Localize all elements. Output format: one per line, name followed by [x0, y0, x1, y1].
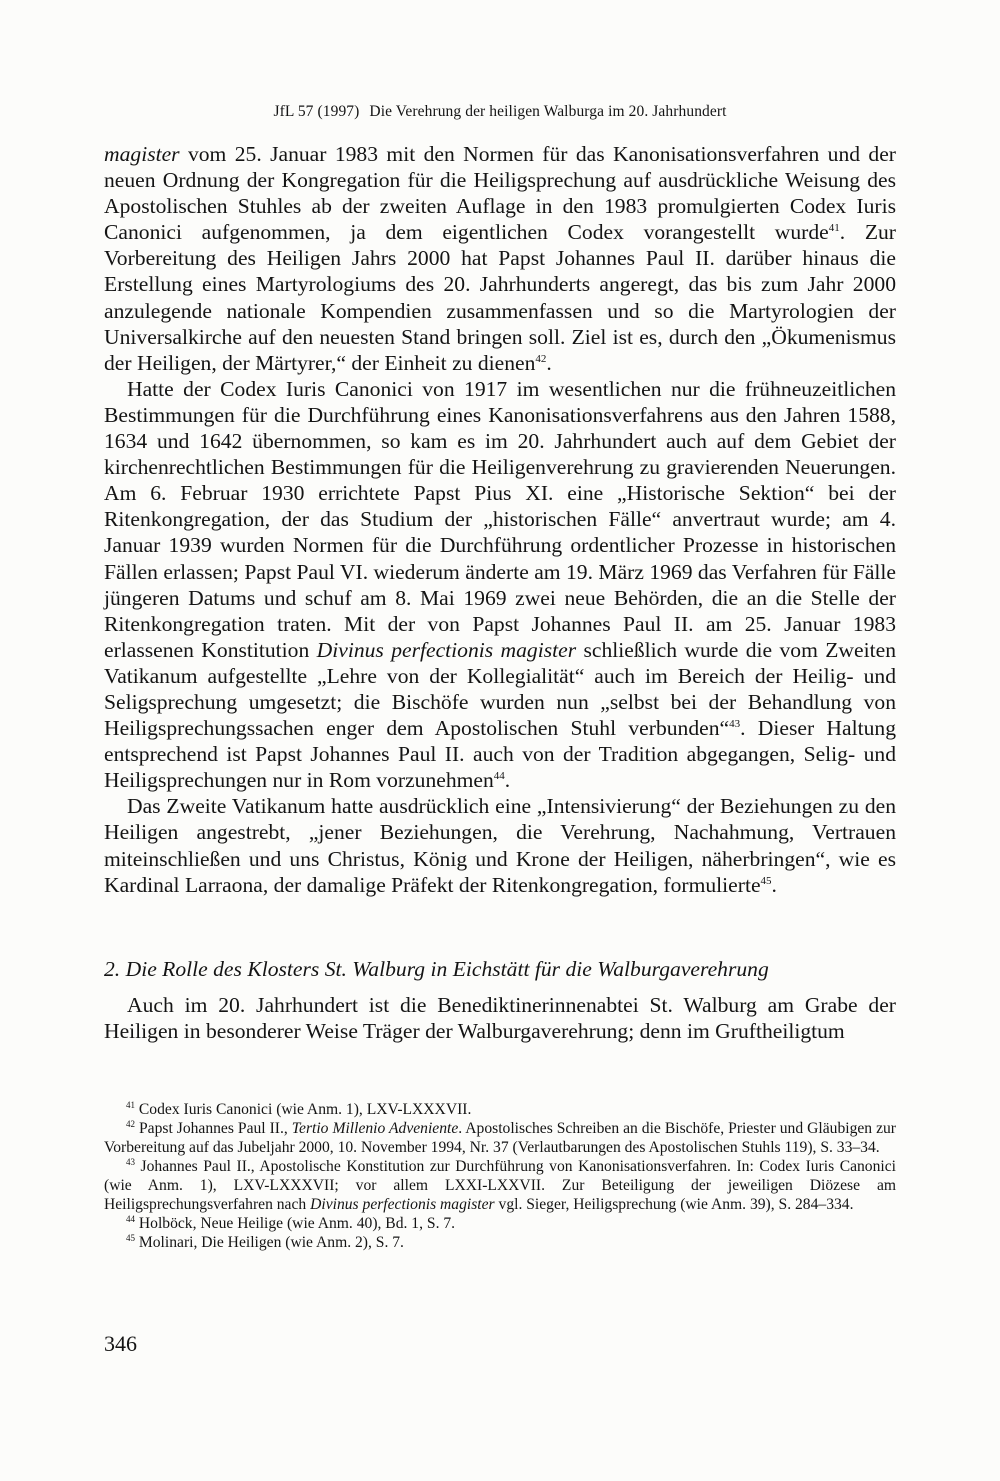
- footnote-ref-43[interactable]: 43: [729, 718, 741, 731]
- footnote-ref-45[interactable]: 45: [760, 874, 772, 887]
- footnotes: [104, 1100, 896, 1252]
- section-text: [104, 992, 896, 1044]
- footnote-number: 45: [126, 1233, 135, 1243]
- text-run: .: [771, 872, 777, 897]
- text-run: Hatte der Codex Iuris Canonici von 1917 im wesentlichen nur die frühneuzeitlichen Bestimmungen für die Durchführung eines Kanonisationsverfahrens aus den Jahren 1588, 1634 und 1642 übernommen, so kam es im 20. Jahrhundert auch auf dem Gebiet der kirchenrechtlichen Bestimmungen für die Heiligenverehrung zu gravierenden Neuerungen. Am 6. Februar 1930 errichtete Papst Pius XI. eine „Historische Sektion“ bei der Ritenkongregation, der das Studium der „historischen Fälle“ anvertraut wurde; am 4. Januar 1939 wurden Normen für die Durchführung ordentlicher Prozesse in historischen Fällen erlassen; Papst Paul VI. wiederum änderte am 19. März 1969 das Verfahren für Fälle jüngeren Datums und schuf am 8. Mai 1969 zwei neue Behörden, die an die Stelle der Ritenkongregation traten. Mit der von Papst Johannes Paul II. am 25. Januar 1983 erlassenen Konstitution: [104, 376, 896, 662]
- footnote-number: 44: [126, 1214, 135, 1224]
- paragraph: [104, 141, 896, 376]
- footnote-44: [104, 1214, 896, 1233]
- footnote-text: Molinari, Die Heiligen (wie Anm. 2), S. 7.: [135, 1234, 404, 1251]
- text-run: . Zur Vorbereitung des Heiligen Jahrs 2000 hat Papst Johannes Paul II. darüber hinaus die Erstellung eines Martyrologiums des 20. Jahrhunderts angeregt, das bis zum Jahr 2000 anzulegende nationale Kompendien zusammenfassen und so die Martyrologien der Universalkirche auf den neuesten Stand bringen soll. Ziel ist es, durch den „Ökumenismus der Heiligen, der Märtyrer,“ der Einheit zu dienen: [104, 220, 896, 375]
- footnote-text: . Apostolisches Schreiben an die Bischöfe, Priester und Gläubigen zur Vorbereitung auf das Jubeljahr 2000, 10. November 1994, Nr. 37 (Verlautbarungen des Apostolischen Stuhls 119), S. 33–34.: [104, 1120, 896, 1156]
- paragraph: [104, 376, 896, 794]
- footnote-text: Codex Iuris Canonici (wie Anm. 1), LXV-LXXXVII.: [135, 1101, 472, 1118]
- footnote-42: [104, 1119, 896, 1157]
- main-text: [104, 141, 896, 898]
- text-run: schließlich wurde die vom Zweiten Vatikanum aufgestellte „Lehre von der Kollegialität“ auch im Bereich der Heilig- und Seligsprechung umgesetzt; die Bischöfe wurden nun „selbst bei der Behandlung von Heiligsprechungssachen enger dem Apostolischen Stuhl verbunden“: [104, 637, 896, 741]
- section-heading: 2. Die Rolle des Klosters St. Walburg in Eichstätt für die Walburgaverehrung: [104, 957, 769, 981]
- italic-text: magister: [104, 142, 180, 166]
- footnote-text: Papst Johannes Paul II.,: [135, 1120, 292, 1137]
- journal-reference: JfL 57 (1997): [273, 103, 360, 120]
- footnote-45: [104, 1233, 896, 1252]
- footnote-43: [104, 1157, 896, 1214]
- text-run: .: [546, 350, 552, 375]
- italic-text: Divinus perfectionis magister: [316, 637, 577, 662]
- footnote-text: Holböck, Neue Heilige (wie Anm. 40), Bd. 1, S. 7.: [135, 1215, 456, 1232]
- footnote-number: 42: [126, 1119, 135, 1129]
- text-run: . Dieser Haltung entsprechend ist Papst Johannes Paul II. auch von der Tradition abgegangen, Selig- und Heiligsprechungen nur in Rom vorzunehmen: [104, 716, 896, 793]
- footnote-text: vgl. Sieger, Heiligsprechung (wie Anm. 39), S. 284–334.: [494, 1196, 854, 1213]
- footnote-number: 41: [126, 1100, 135, 1110]
- running-head: [0, 103, 1000, 121]
- italic-text: Tertio Millenio Adveniente: [291, 1120, 459, 1137]
- page-number: 346: [104, 1331, 137, 1356]
- footnote-ref-42[interactable]: 42: [535, 352, 547, 365]
- footnote-text: Johannes Paul II., Apostolische Konstitution zur Durchführung von Kanonisationsverfahren. In: Codex Iuris Canonici (wie Anm. 1), LXV-LXXXVII; vor allem LXXI-LXXVII. Zur Beteiligung der jeweiligen Diözese am Heiligsprechungsverfahren nach: [104, 1158, 896, 1213]
- text-run: Das Zweite Vatikanum hatte ausdrücklich eine „Intensivierung“ der Beziehungen zu den Heiligen angestrebt, „jener Beziehungen, die Verehrung, Nachahmung, Vertrauen miteinschließen und uns Christus, König und Krone der Heiligen, näherbringen“, wie es Kardinal Larraona, der damalige Präfekt der Ritenkongregation, formulierte: [104, 794, 896, 897]
- article-title: Die Verehrung der heiligen Walburga im 20. Jahrhundert: [369, 103, 727, 120]
- text-run: .: [504, 768, 511, 793]
- italic-text: Divinus perfectionis magister: [310, 1196, 495, 1213]
- paragraph: Auch im 20. Jahrhundert ist die Benediktinerinnenabtei St. Walburg am Grabe der Heiligen in besonderer Weise Träger der Walburgaverehrung; denn im Gruftheiligtum: [104, 993, 896, 1044]
- footnote-ref-44[interactable]: 44: [493, 770, 505, 783]
- footnote-number: 43: [126, 1157, 135, 1167]
- paragraph: [104, 793, 896, 897]
- text-run: vom 25. Januar 1983 mit den Normen für das Kanonisationsverfahren und der neuen Ordnung der Kongregation für die Heiligsprechung auf ausdrückliche Weisung des Apostolischen Stuhles ab der zweiten Auflage in den 1983 promulgierten Codex Iuris Canonici aufgenommen, ja dem eigentlichen Codex vorangestellt wurde: [104, 142, 896, 245]
- footnote-ref-41[interactable]: 41: [828, 222, 840, 235]
- footnote-41: [104, 1100, 896, 1119]
